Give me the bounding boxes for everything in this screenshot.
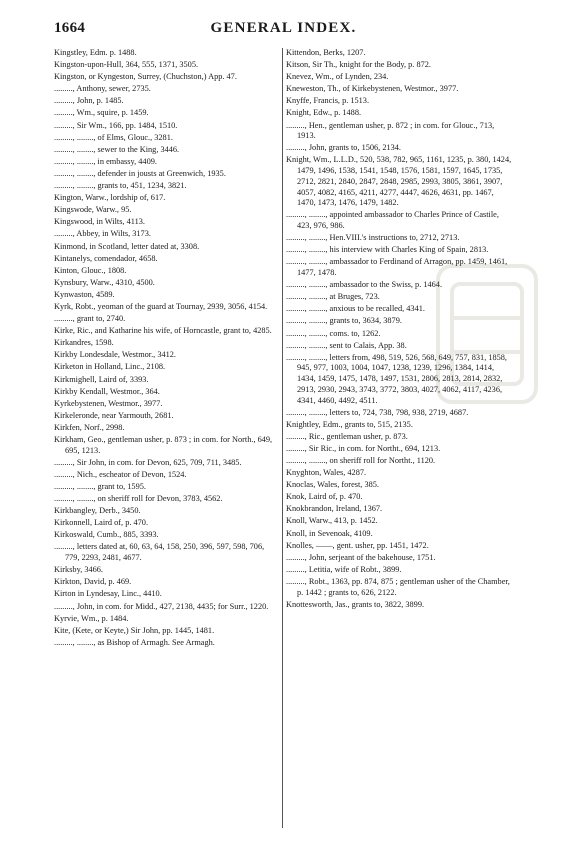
index-entry: Kirkoswald, Cumb., 885, 3393.	[54, 530, 159, 540]
index-entry: Kingston-upon-Hull, 364, 555, 1371, 3505.	[54, 60, 199, 70]
index-entry: Kirkbangley, Derb., 3450.	[54, 506, 141, 516]
index-entry: ........., Letitia, wife of Robt., 3899.	[286, 564, 402, 574]
index-entry: Knevez, Wm., of Lynden, 234.	[286, 72, 389, 82]
index-entry: ........., ........, defender in jousts at Greenwich, 1935.	[54, 168, 226, 178]
index-entry: ........., Sir John, in com. for Devon, 625, 709, 711, 3485.	[54, 457, 242, 467]
index-entry: Kintanelys, comendador, 4658.	[54, 253, 158, 263]
index-entry: Kirkfen, Norf., 2998.	[54, 422, 125, 432]
index-entry: ........., ........, his interview with Charles King of Spain, 2813.	[286, 245, 489, 255]
index-entry: Kinmond, in Scotland, letter dated at, 3308.	[54, 241, 200, 251]
index-entry: ........., Anthony, sewer, 2735.	[54, 84, 151, 94]
index-entry: ........., Sir Wm., 166, pp. 1484, 1510.	[54, 120, 178, 130]
index-entry: ........., ........, sent to Calais, App. 38.	[286, 340, 407, 350]
index-entry: Kingston, or Kyngeston, Surrey, (Chuchston,) App. 47.	[54, 72, 237, 82]
index-entry: ........., John, p. 1485.	[54, 96, 124, 106]
index-entry: Kneweston, Th., of Kirkebystenen, Westmor., 3977.	[286, 84, 459, 94]
index-entry: Kirton in Lyndesay, Linc., 4410.	[54, 589, 162, 599]
index-entry: Knightley, Edm., grants to, 515, 2135.	[286, 419, 413, 429]
index-entry: Knoll, Warw., 413, p. 1452.	[286, 516, 378, 526]
index-entry: Kinton, Glouc., 1808.	[54, 265, 127, 275]
index-entry: Kirkby Londesdale, Westmor., 3412.	[54, 350, 177, 360]
index-entry: ........., ........, sewer to the King, 3446.	[54, 144, 180, 154]
index-entry: Knight, Edw., p. 1488.	[286, 108, 362, 118]
index-entry: Kirkton, David, p. 469.	[54, 577, 132, 587]
index-entry: ........., ........, coms. to, 1262.	[286, 328, 381, 338]
index-entry: Kyrvie, Wm., p. 1484.	[54, 613, 129, 623]
index-entry: Kitson, Sir Th., knight for the Body, p. 872.	[286, 60, 431, 70]
index-entry: Knight, Wm., L.L.D., 520, 538, 782, 965, 1161, 1235, p. 380, 1424, 1479, 1496, 1538, 1541, 1548, 1576, 1581, 1597, 1645, 1735, 2712, 2821, 2840, 2847, 2848, 2985, 2993, 3805, 3861, 3907, 4057, 4082, 4165, 4211, 4277, 4447, 4626, 4631, pp. 1467, 1470, 1473, 1476, 1479, 1482.	[286, 155, 512, 208]
index-entry: ........., ........, ambassador to the Swiss, p. 1464.	[286, 280, 443, 290]
index-entry: Knottesworth, Jas., grants to, 3822, 3899.	[286, 599, 425, 609]
index-entry: ........., ........, on sheriff roll for Devon, 3783, 4562.	[54, 494, 223, 504]
index-entry: ........., ........, in embassy, 4409.	[54, 156, 157, 166]
index-entry: ........., ........, of Elms, Glouc., 3281.	[54, 132, 173, 142]
index-entry: ........., ........, on sheriff roll for Northt., 1120.	[286, 455, 436, 465]
index-entry: Knokbrandon, Ireland, 1367.	[286, 504, 383, 514]
index-entry: Kirksby, 3466.	[54, 565, 104, 575]
index-entry: Kirkeleronde, near Yarmouth, 2681.	[54, 410, 174, 420]
index-entry: Knoclas, Wales, forest, 385.	[286, 480, 379, 490]
index-entry: ........., Ric., gentleman usher, p. 873.	[286, 431, 408, 441]
index-column-right	[286, 48, 512, 838]
index-entry: ........., ........, Hen.VIII.'s instructions to, 2712, 2713.	[286, 233, 460, 243]
index-entry: Kyrk, Robt., yeoman of the guard at Tournay, 2939, 3056, 4154.	[54, 301, 268, 311]
index-entry: Knoll, in Sevenoak, 4109.	[286, 528, 373, 538]
index-entry: Kingswode, Warw., 95.	[54, 205, 132, 215]
index-entry: ........., ........, letters from, 498, 519, 526, 568, 649, 757, 831, 1858, 945, 977, 1003, 1004, 1047, 1238, 1239, 1296, 1384, 1414, 1434, 1459, 1475, 1478, 1497, 1531, 2806, 2813, 2814, 2832, 2913, 2930, 2943, 3743, 3772, 3803, 4027, 4062, 4117, 4236, 4341, 4460, 4492, 4511.	[286, 352, 508, 405]
index-entry: Knolles, ——, gent. usher, pp. 1451, 1472.	[286, 540, 429, 550]
index-entry: Kirkandres, 1598.	[54, 338, 114, 348]
index-entry: ........., ........, anxious to be recalled, 4341.	[286, 304, 425, 314]
index-entry: ........., Abbey, in Wilts, 3173.	[54, 229, 151, 239]
index-entry: ........., John, serjeant of the bakehouse, 1751.	[286, 552, 436, 562]
index-entry: Kingswood, in Wilts, 4113.	[54, 217, 145, 227]
index-entry: ........., ........, appointed ambassador to Charles Prince of Castile, 423, 976, 986.	[286, 210, 499, 231]
index-entry: ........., Wm., squire, p. 1459.	[54, 108, 149, 118]
index-entry: ........., ........, as Bishop of Armagh. See Armagh.	[54, 637, 215, 647]
index-entry: ........., Hen., gentleman usher, p. 872 ; in com. for Glouc., 713, 1913.	[286, 120, 495, 141]
index-entry: ........., ........, grant to, 1595.	[54, 481, 146, 491]
index-entry: ........., grant to, 2740.	[54, 314, 126, 324]
index-entry: Kingstley, Edm. p. 1488.	[54, 48, 137, 57]
index-column-left	[54, 48, 278, 838]
index-entry: ........., Nich., escheator of Devon, 1524.	[54, 469, 187, 479]
index-entry: Knok, Laird of, p. 470.	[286, 492, 363, 502]
index-entry: ........., John, in com. for Midd., 427, 2138, 4435; for Surr., 1220.	[54, 601, 269, 611]
index-entry: Kyrkebystenen, Westmor., 3977.	[54, 398, 163, 408]
index-entry: ........., Robt., 1363, pp. 874, 875 ; gentleman usher of the Chamber, p. 1442 ; grants to, 626, 2122.	[286, 576, 510, 597]
index-entry: Kite, (Kete, or Keyte,) Sir John, pp. 1445, 1481.	[54, 625, 215, 635]
page-header	[0, 0, 567, 40]
index-entry: ........., ........, ambassador to Ferdinand of Arragon, pp. 1459, 1461, 1477, 1478.	[286, 257, 508, 278]
index-entry: Kington, Warw., lordship of, 617.	[54, 193, 166, 203]
column-divider	[282, 48, 283, 828]
index-entry: ........., letters dated at, 60, 63, 64, 158, 250, 396, 597, 598, 706, 779, 2293, 2481, 4677.	[54, 542, 265, 563]
index-entry: ........., ........, grants to, 451, 1234, 3821.	[54, 181, 187, 191]
index-entry: Kirkonnell, Laird of, p. 470.	[54, 518, 149, 528]
index-entry: Kittendon, Berks, 1207.	[286, 48, 366, 57]
index-entry: ........., Sir Ric., in com. for Northt., 694, 1213.	[286, 443, 441, 453]
index-entry: Knyghton, Wales, 4287.	[286, 468, 367, 478]
index-entry: Kirkham, Geo., gentleman usher, p. 873 ; in com. for North., 649, 695, 1213.	[54, 435, 273, 455]
index-entry: ........., John, grants to, 1506, 2134.	[286, 143, 402, 153]
index-entry: ........., ........, at Bruges, 723.	[286, 292, 380, 302]
index-entry: ........., ........, grants to, 3634, 3879.	[286, 316, 402, 326]
index-entry: ........., ........, letters to, 724, 738, 798, 938, 2719, 4687.	[286, 407, 469, 417]
index-entry: Kirkby Kendall, Westmor., 364.	[54, 386, 160, 396]
index-entry: Kirkmighell, Laird of, 3393.	[54, 374, 149, 384]
index-entry: Kynwaston, 4589.	[54, 289, 115, 299]
index-entry: Kirketon in Holland, Linc., 2108.	[54, 362, 166, 372]
running-title: GENERAL INDEX.	[210, 20, 357, 36]
page-number: 1664	[54, 20, 86, 36]
index-entry: Knyffe, Francis, p. 1513.	[286, 96, 370, 106]
index-entry: Kynsbury, Warw., 4310, 4500.	[54, 277, 155, 287]
index-entry: Kirke, Ric., and Katharine his wife, of Horncastle, grant to, 4285.	[54, 326, 272, 336]
